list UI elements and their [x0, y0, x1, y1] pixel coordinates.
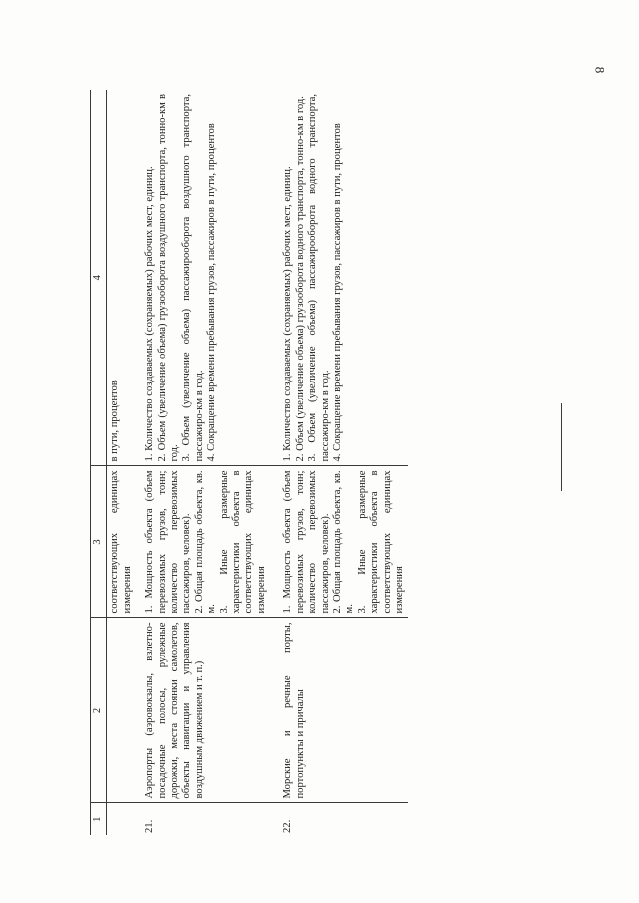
- indicator-item: 1. Количество создаваемых (сохраняемых) рабочих мест, единиц.: [144, 166, 156, 462]
- characteristic-item: 1. Мощность объекта (объем перевозимых грузов, тонн; количество перевозимых пассажиров, человек).: [144, 470, 193, 614]
- page-number: 8: [592, 66, 608, 74]
- indicator-item: 2. Объем (увеличение объема) грузооборота воздушного транспорта, тонно-км в год.: [156, 94, 181, 462]
- characteristic-item: 3. Иные размерные характеристики объекта в соответствующих единицах измерения: [218, 470, 267, 614]
- indicator-item: 3. Объем (увеличение объема) пассажирооборота водного транспорта, пассажиро-км в год.: [307, 94, 331, 462]
- indicator-item: 4. Сокращение времени пребывания грузов, пассажиров в пути, процентов: [206, 123, 218, 462]
- continuation-characteristics: соответствующих единицах измерения: [107, 466, 142, 618]
- effect-indicators: [142, 90, 270, 466]
- row-number: 21.: [144, 819, 156, 833]
- table-header-row: [91, 90, 107, 835]
- object-type: Морские и речные порты, портопункты и причалы: [280, 618, 408, 803]
- indicator-item: 3. Объем (увеличение объема) пассажирооборота воздушного транспорта, пассажиро-км в год.: [181, 94, 205, 462]
- object-characteristics: [142, 466, 270, 618]
- row-number: 22.: [282, 819, 294, 833]
- continuation-row: [107, 90, 142, 835]
- objects-table: [90, 90, 408, 835]
- characteristic-item: 2. Общая площадь объекта, кв. м.: [331, 470, 356, 614]
- characteristic-item: 1. Мощность объекта (объем перевозимых грузов, тонн; количество перевозимых пассажиров, человек).: [282, 470, 331, 614]
- column-header-4: 4: [91, 90, 107, 466]
- column-header-1: 1: [91, 803, 107, 835]
- indicator-item: 1. Количество создаваемых (сохраняемых) рабочих мест, единиц.: [282, 166, 294, 462]
- object-type: Аэропорты (аэровокзалы, взлетно-посадочные полосы, рулежные дорожки, места стоянки самолетов, объекты навигации и управления воздушным движением и т. п.): [142, 618, 270, 803]
- column-header-2: 2: [91, 618, 107, 803]
- object-characteristics: [280, 466, 408, 618]
- table-row: [280, 90, 408, 835]
- rotated-landscape-page: [90, 90, 462, 835]
- characteristic-item: 3. Иные размерные характеристики объекта в соответствующих единицах измерения: [356, 470, 405, 614]
- indicator-item: 2. Объем (увеличение объема) грузооборота водного транспорта, тонно-км в год.: [294, 96, 306, 462]
- effect-indicators: [280, 90, 408, 466]
- continuation-indicators: в пути, процентов: [107, 90, 142, 466]
- indicator-item: 4. Сокращение времени пребывания грузов, пассажиров в пути, процентов: [331, 123, 343, 462]
- column-header-3: 3: [91, 466, 107, 618]
- table-row: [142, 90, 270, 835]
- characteristic-item: 2. Общая площадь объекта, кв. м.: [193, 470, 218, 614]
- end-of-table-rule: [561, 403, 562, 491]
